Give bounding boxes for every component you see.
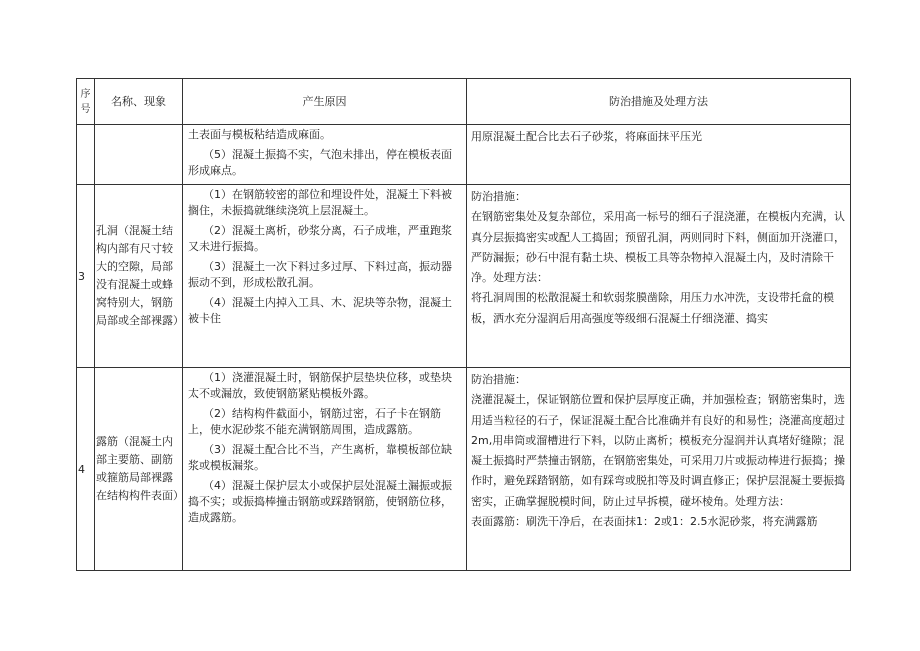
row1-cause: [183, 125, 467, 185]
row2-cause: [183, 185, 467, 368]
cause-line: （3）混凝土配合比不当，产生离析，靠模板部位缺浆或模板漏浆。: [188, 443, 452, 472]
cause-line: （5）混凝土振捣不实，气泡未排出，停在模板表面形成麻点。: [188, 148, 452, 177]
row3-fix: [467, 368, 851, 571]
fix-line: 浇灌混凝土，保证钢筋位置和保护层厚度正确，并加强检查；钢筋密集时，选用适当粒径的石子，保证混凝土配合比准确并有良好的和易性；浇灌高度超过2m,用串筒或溜槽进行下料，以防止离析；模板充分湿润并认真堵好缝隙；混凝土振捣时严禁撞击钢筋，在钢筋密集处，可采用刀片或振动棒进行振捣；操作时，避免踩踏钢筋，如有踩弯或脱扣等及时调直修正；保护层混凝土要振捣密实，正确掌握脱模时间，防止过早拆模，碰坏棱角。处理方法：: [471, 393, 845, 508]
row1-fix: [467, 125, 851, 185]
header-row: [77, 79, 851, 125]
row3-seq: 4: [77, 368, 95, 571]
fix-line: 表面露筋：刷洗干净后，在表面抹1：2或1：2.5水泥砂浆，将充满露筋: [471, 515, 818, 529]
treatment-table: [76, 78, 851, 571]
table-row: [77, 368, 851, 571]
header-seq: 序号: [77, 79, 95, 125]
fix-line: 防治措施：: [471, 373, 526, 386]
row3-name: 露筋（混凝土内部主要筋、副筋或箍筋局部裸露在结构构件表面）: [95, 368, 183, 571]
cause-line: （1）在钢筋较密的部位和埋设件处，混凝土下料被搁住，未振捣就继续浇筑上层混凝土。: [188, 188, 452, 217]
table-row: [77, 125, 851, 185]
cause-line: （1）浇灌混凝土时，钢筋保护层垫块位移，或垫块太不或漏放，致使钢筋紧贴模板外露。: [188, 371, 452, 400]
cause-line: （2）结构构件截面小，钢筋过密，石子卡在钢筋上，使水泥砂浆不能充满钢筋周围，造成露筋。: [188, 407, 441, 436]
cause-line: （3）混凝土一次下料过多过厚、下料过高，振动器振动不到，形成松散孔洞。: [188, 260, 452, 289]
header-name: 名称、现象: [95, 79, 183, 125]
row2-seq: 3: [77, 185, 95, 368]
row1-name: [95, 125, 183, 185]
fix-line: 用原混凝土配合比去石子砂浆，将麻面抹平压光: [471, 130, 702, 143]
row2-fix: [467, 185, 851, 368]
cause-line: 土表面与模板粘结造成麻面。: [188, 128, 331, 141]
fix-line: 在钢筋密集处及复杂部位，采用高一标号的细石子混浇灌，在模板内充满，认真分层振捣密实或配人工捣固；预留孔洞，两则同时下料，侧面加开浇灌口，严防漏振；砂石中混有黏土块、模板工具等杂物掉入混凝土内，及时清除干净。处理方法：: [471, 210, 845, 285]
cause-line: （4）混凝土内掉入工具、木、泥块等杂物，混凝土被卡住: [188, 296, 452, 325]
cause-line: （2）混凝土离析，砂浆分离，石子成堆，严重跑浆又未进行振捣。: [188, 224, 452, 253]
header-fix: 防治措施及处理方法: [467, 79, 851, 125]
table-row: [77, 185, 851, 368]
row2-name: 孔洞（混凝土结构内部有尺寸较大的空隙，局部没有混凝土或蜂窝特别大，钢筋局部或全部裸露）: [95, 185, 183, 368]
fix-line: 将孔洞周围的松散混凝土和软弱浆膜凿除，用压力水冲洗，支设带托盒的模板，洒水充分湿润后用高强度等级细石混凝土仔细浇灌、捣实: [471, 291, 834, 325]
cause-line: （4）混凝土保护层太小或保护层处混凝土漏振或振捣不实；或振捣棒撞击钢筋或踩踏钢筋，使钢筋位移，造成露筋。: [188, 479, 452, 524]
header-cause: 产生原因: [183, 79, 467, 125]
row1-seq: [77, 125, 95, 185]
fix-line: 防治措施：: [471, 190, 526, 203]
row3-cause: [183, 368, 467, 571]
